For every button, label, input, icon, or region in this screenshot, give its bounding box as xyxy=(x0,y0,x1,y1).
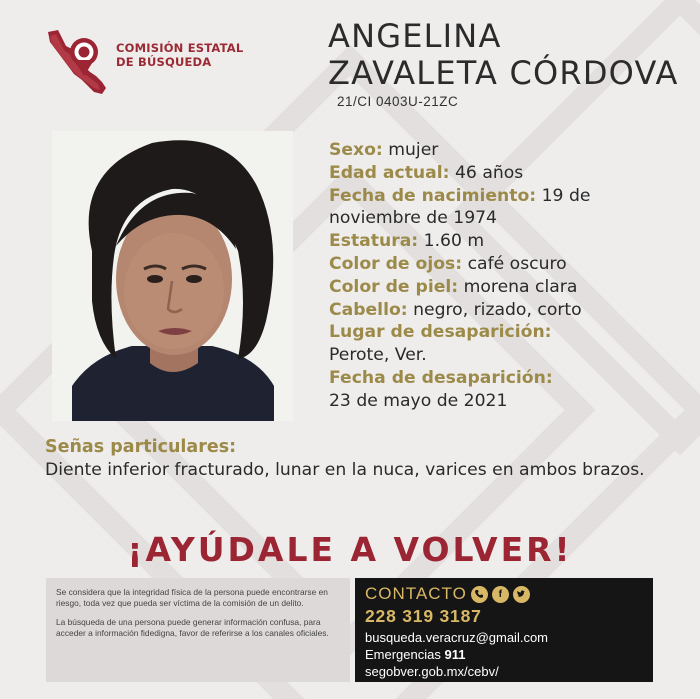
phone-icon xyxy=(471,586,488,603)
detail-row xyxy=(329,185,674,231)
twitter-icon[interactable] xyxy=(513,586,530,603)
distinguishing-features xyxy=(45,436,685,482)
detail-label: Sexo: xyxy=(329,140,383,160)
detail-row xyxy=(329,162,674,185)
emergency-number[interactable]: 911 xyxy=(444,647,466,662)
detail-label: Lugar de desaparición: xyxy=(329,322,552,343)
person-photo xyxy=(52,131,293,421)
disclaimer-box xyxy=(46,578,350,682)
contact-phone[interactable]: 228 319 3187 xyxy=(365,606,482,626)
detail-row xyxy=(329,230,674,253)
contact-title: CONTACTO xyxy=(365,584,467,603)
detail-value: negro, rizado, corto xyxy=(413,299,582,320)
detail-label: Color de ojos: xyxy=(329,253,463,274)
person-name xyxy=(328,18,679,92)
detail-row xyxy=(329,276,674,299)
org-name-line2: DE BÚSQUEDA xyxy=(116,55,212,69)
features-value: Diente inferior fracturado, lunar en la nuca, varices en ambos brazos. xyxy=(45,460,645,480)
detail-value: mujer xyxy=(388,140,439,160)
slogan: ¡AYÚDALE A VOLVER! xyxy=(127,530,573,569)
detail-row xyxy=(329,299,674,322)
disclaimer-paragraph-2: La búsqueda de una persona puede generar información confusa, para acceder a información fidedigna, favor de referirse a los canales oficiales. xyxy=(56,617,329,638)
detail-value: 1.60 m xyxy=(423,231,485,252)
detail-label: Fecha de nacimiento: xyxy=(329,185,537,206)
features-label: Señas particulares: xyxy=(45,437,237,457)
detail-row xyxy=(329,139,674,162)
detail-value: 23 de mayo de 2021 xyxy=(329,390,508,411)
name-line1: ANGELINA xyxy=(328,17,502,55)
org-name-line1: COMISIÓN ESTATAL xyxy=(116,41,244,55)
detail-row xyxy=(329,367,674,413)
commission-logo xyxy=(44,26,244,98)
detail-value: café oscuro xyxy=(467,253,567,274)
detail-label: Edad actual: xyxy=(329,162,450,183)
contact-email[interactable]: busqueda.veracruz@gmail.com xyxy=(365,630,549,645)
detail-label: Cabello: xyxy=(329,299,408,320)
detail-label: Color de piel: xyxy=(329,276,459,297)
facebook-icon[interactable]: f xyxy=(492,586,509,603)
detail-value: Perote, Ver. xyxy=(329,345,427,366)
veracruz-map-pin-icon xyxy=(44,26,114,98)
details-list xyxy=(329,139,674,413)
contact-website[interactable]: segobver.gob.mx/cebv/ xyxy=(365,664,499,679)
detail-value: 19 de noviembre de 1974 xyxy=(329,185,591,229)
detail-value: 46 años xyxy=(455,162,524,183)
disclaimer-paragraph-1: Se considera que la integridad física de la persona puede encontrarse en riesgo, toda vez que pueda ser víctima de la comisión de un delito. xyxy=(56,587,328,608)
detail-label: Fecha de desaparición: xyxy=(329,367,553,388)
name-line2: ZAVALETA CÓRDOVA xyxy=(328,54,679,92)
detail-value: morena clara xyxy=(463,276,578,297)
detail-label: Estatura: xyxy=(329,231,419,252)
emergency-label: Emergencias xyxy=(365,647,441,662)
contact-box xyxy=(355,578,653,682)
detail-row xyxy=(329,321,674,367)
detail-row xyxy=(329,253,674,276)
case-id: 21/CI 0403U-21ZC xyxy=(337,94,459,109)
emergency-line xyxy=(365,646,643,663)
